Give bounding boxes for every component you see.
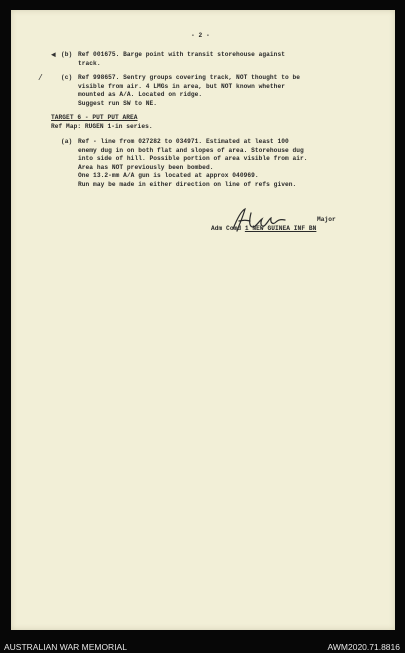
- item-a-line-4: Area has NOT previously been bombed.: [78, 163, 214, 171]
- item-b-line-1: Ref 001675. Barge point with transit storehouse against: [78, 51, 285, 58]
- item-a-line-1: Ref - line from 027282 to 034971. Estimated at least 100: [78, 138, 289, 145]
- item-a-label: (a): [61, 138, 73, 145]
- document-page: [11, 10, 395, 630]
- footer-accession-number: AWM2020.71.8816: [327, 642, 400, 652]
- target-heading: TARGET 6 - PUT PUT AREA: [51, 114, 138, 121]
- item-c-line-1: Ref 998657. Sentry groups covering track, NOT thought to be: [78, 74, 301, 81]
- item-a-line-3: into side of hill. Possible portion of area visible from air.: [78, 155, 308, 162]
- archive-footer: [0, 637, 405, 653]
- item-a-line-2: enemy dug in on both flat and slopes of area. Storehouse dug: [78, 146, 304, 154]
- margin-tick-mark: ◄: [51, 51, 56, 60]
- item-a-line-5: One 13.2-mm A/A gun is located at approx 040969.: [78, 172, 259, 179]
- margin-pencil-mark: /: [38, 74, 43, 83]
- item-c-line-3: mounted as A/A. Located on ridge.: [78, 91, 203, 98]
- item-b-line-2: track.: [78, 59, 101, 67]
- signature-rank: Major: [317, 216, 336, 223]
- footer-institution: AUSTRALIAN WAR MEMORIAL: [4, 642, 127, 652]
- signature-unit: 1 NEW GUINEA INF BN: [244, 224, 317, 232]
- ref-map-line: Ref Map: RUGEN 1-in series.: [51, 123, 153, 130]
- item-a-line-6: Run may be made in either direction on line of refs given.: [78, 180, 297, 188]
- item-c-label: (c): [61, 74, 73, 81]
- item-c-line-2: visible from air. 4 LMGs in area, but NOT known whether: [78, 82, 285, 90]
- signature-role-prefix: Adm Comd: [211, 224, 245, 232]
- item-c-line-4: Suggest run SW to NE.: [78, 99, 158, 107]
- page-number: - 2 -: [191, 32, 210, 39]
- item-b-label: (b): [61, 51, 73, 58]
- signature-role: [211, 225, 316, 234]
